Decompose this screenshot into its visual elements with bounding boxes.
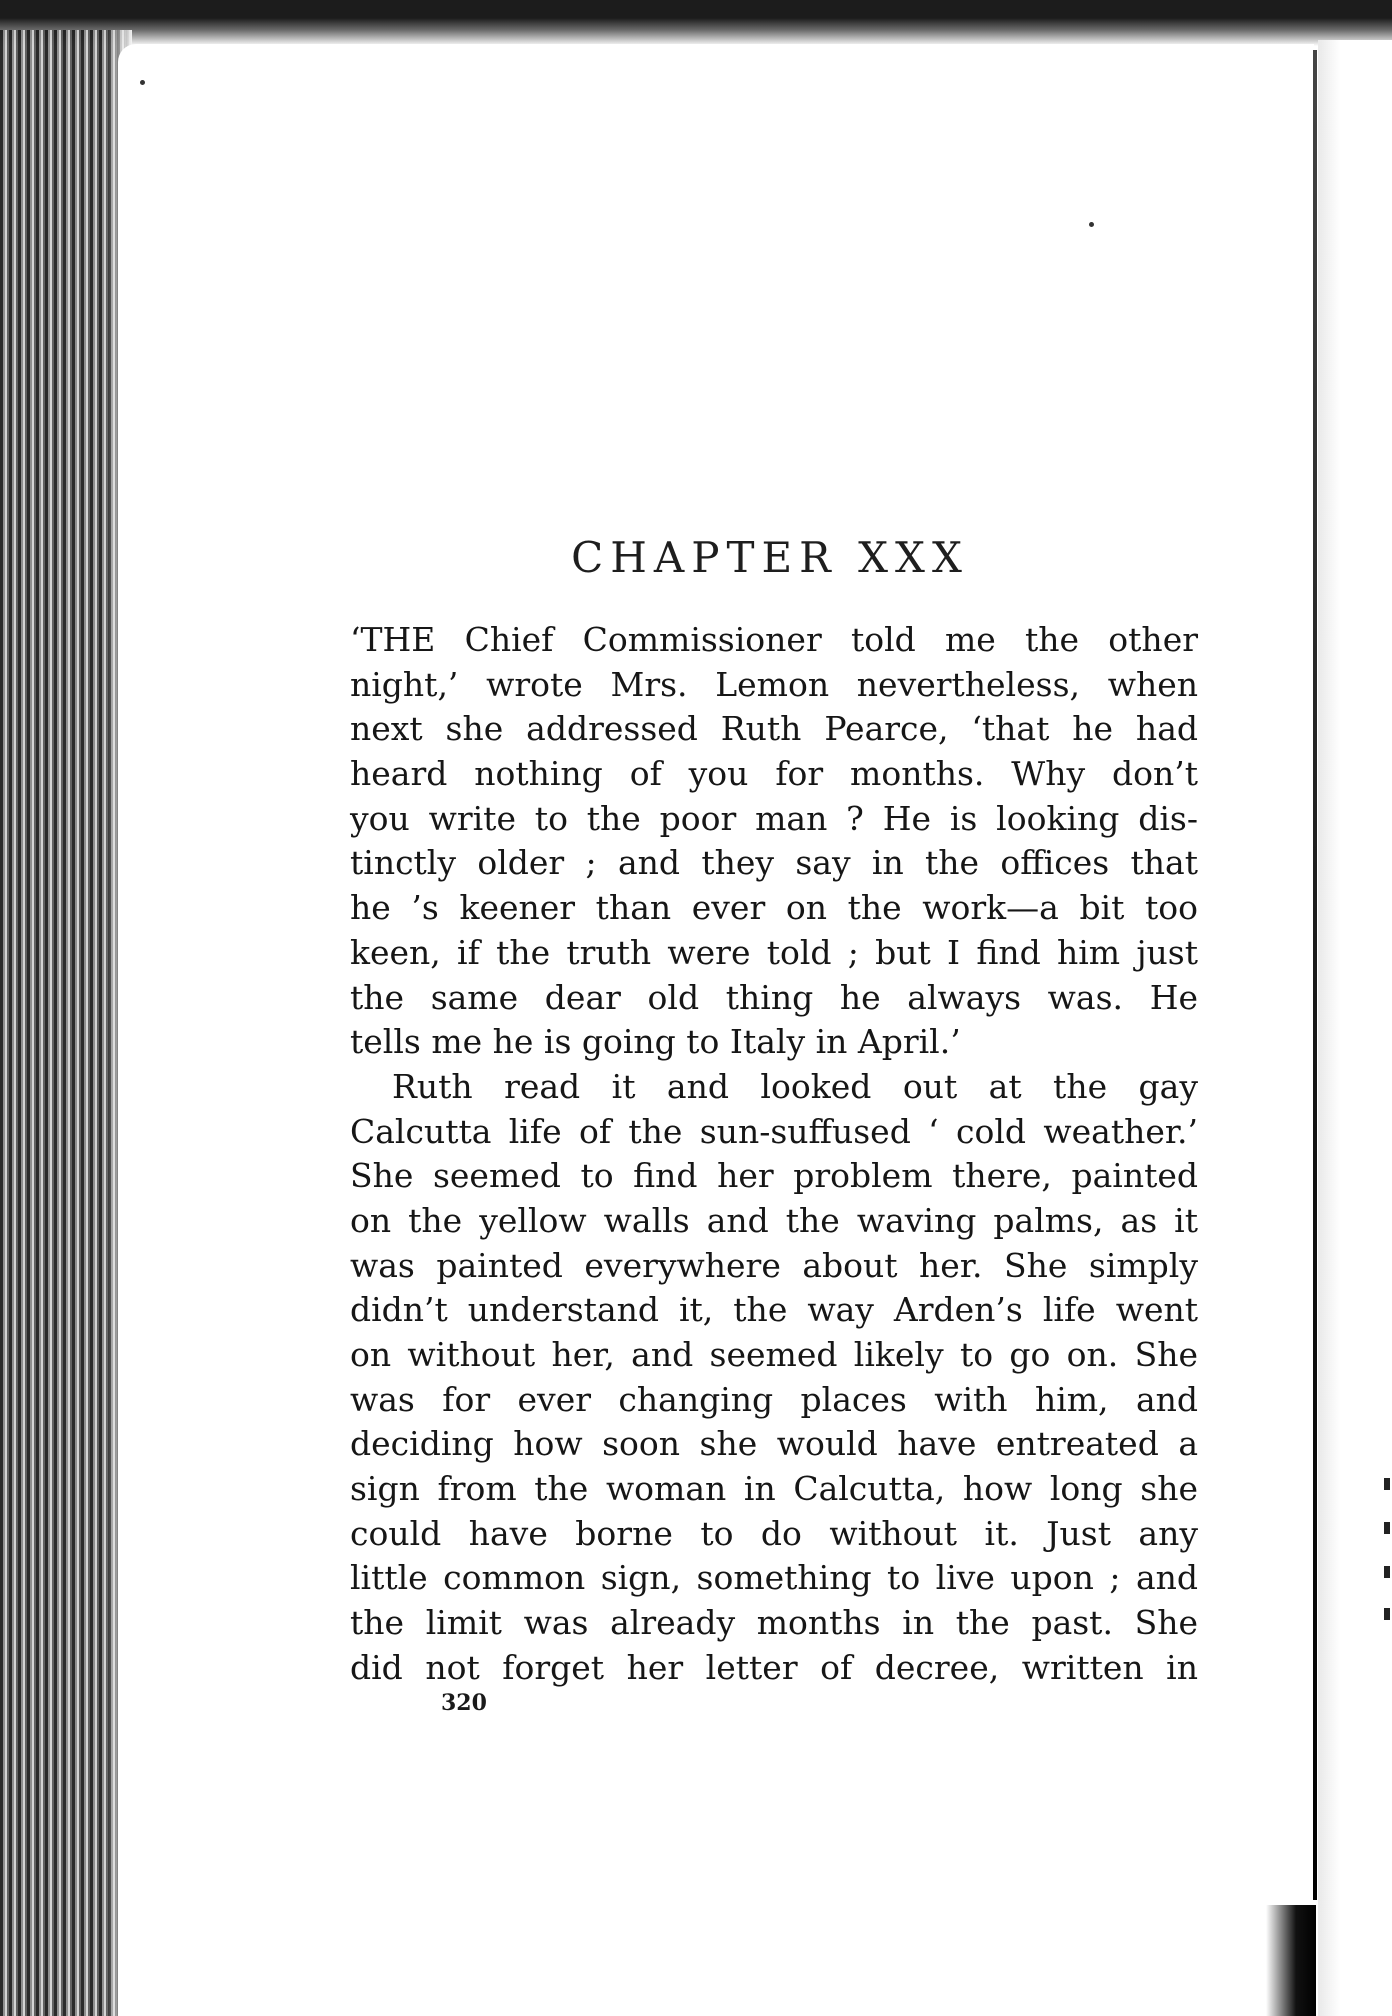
text-line: little common sign, something to live upon ; and — [350, 1558, 1198, 1598]
text-line: keen, if the truth were told ; but I find him just — [350, 932, 1198, 972]
book-gutter — [1313, 50, 1317, 1900]
text-line: deciding how soon she would have entreated a — [350, 1424, 1198, 1464]
text-line: could have borne to do without it. Just any — [350, 1513, 1198, 1553]
text-line: on the yellow walls and the waving palms, as it — [350, 1200, 1198, 1240]
text-line: tinctly older ; and they say in the offices that — [350, 843, 1198, 883]
book-fore-edge — [0, 30, 132, 2016]
text-line: was painted everywhere about her. She simply — [350, 1245, 1198, 1285]
text-line: did not forget her letter of decree, written in — [350, 1647, 1198, 1687]
scan-speck — [140, 80, 145, 85]
text-line: next she addressed Ruth Pearce, ‘that he had — [350, 709, 1198, 749]
text-line: Calcutta life of the sun-suffused ‘ cold weather.’ — [350, 1111, 1198, 1151]
facing-page-mark — [1384, 1566, 1390, 1578]
chapter-title: CHAPTER XXX — [571, 533, 969, 582]
text-line: didn’t understand it, the way Arden’s life went — [350, 1290, 1198, 1330]
book-gutter-shadow — [1266, 1905, 1316, 2016]
text-line: night,’ wrote Mrs. Lemon nevertheless, when — [350, 664, 1198, 704]
text-line: ‘THE Chief Commissioner told me the other — [350, 620, 1198, 659]
facing-page-edge — [1318, 40, 1392, 2016]
body-text — [350, 618, 1198, 1691]
text-line: was for ever changing places with him, and — [350, 1379, 1198, 1419]
facing-page-mark — [1384, 1478, 1390, 1490]
scan-speck — [1089, 222, 1094, 227]
text-line: you write to the poor man ? He is looking dis- — [350, 798, 1198, 838]
text-line: the same dear old thing he always was. He — [350, 977, 1198, 1017]
page-number: 320 — [441, 1690, 487, 1716]
text-line: Ruth read it and looked out at the gay — [392, 1066, 1198, 1106]
text-line: he ’s keener than ever on the work—a bit too — [350, 888, 1198, 928]
page-top-shadow — [0, 0, 1392, 46]
facing-page-mark — [1384, 1522, 1390, 1534]
text-line: on without her, and seemed likely to go on. She — [350, 1335, 1198, 1374]
text-line: the limit was already months in the past. She — [350, 1603, 1198, 1643]
text-line: sign from the woman in Calcutta, how long she — [350, 1469, 1198, 1509]
facing-page-mark — [1384, 1608, 1390, 1620]
text-line: tells me he is going to Italy in April.’ — [350, 1022, 961, 1062]
text-line: She seemed to find her problem there, painted — [350, 1156, 1198, 1196]
text-line: heard nothing of you for months. Why don’t — [350, 754, 1198, 794]
